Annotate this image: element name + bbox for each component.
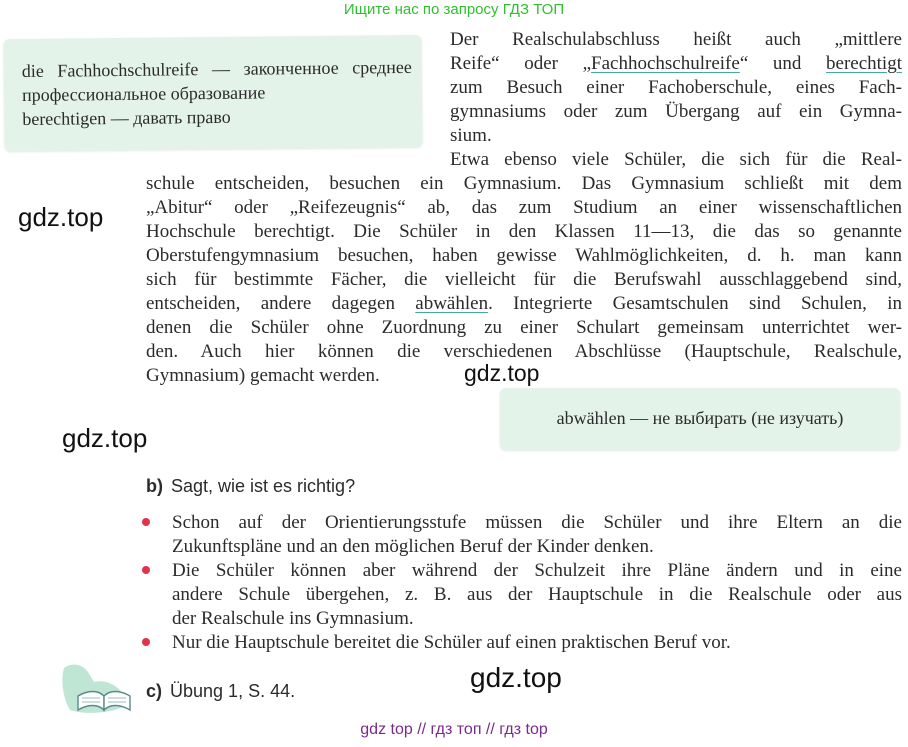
watermark: gdz.top (470, 662, 562, 693)
text-line: denen die Schüler ohne Zuordnung zu einer Schulart gemeinsam unterrichtet wer- (146, 317, 902, 338)
bullet-dot (142, 638, 150, 646)
bullet-dot (142, 518, 150, 526)
text-line: zum Besuch einer Fachoberschule, eines Fach- (450, 77, 902, 98)
paragraph-2 (146, 172, 902, 388)
underlined-term: Fachhochschulreife (591, 53, 740, 74)
list-item: Nur die Hauptschule bereitet die Schüler auf einen praktischen Beruf vor. (172, 632, 731, 653)
text-line: Der Realschulabschluss heißt auch „mittlere (450, 29, 902, 50)
task-label: b) (146, 476, 163, 496)
task-b-heading (146, 476, 355, 497)
watermark: gdz.top (464, 360, 540, 386)
text-line: schule entscheiden, besuchen ein Gymnasium. Das Gymnasium schließt mit dem (146, 173, 902, 194)
paragraph-1 (450, 28, 902, 148)
glossary-term: die Fachhochschulreife (21, 59, 199, 82)
glossary-1-text: die Fachhochschulreife — законченное среднее профессиональное образование berechtigen — давать право (21, 56, 412, 129)
text-line: gymnasiums oder zum Übergang auf ein Gymna- (450, 101, 902, 122)
list-item: Die Schüler können aber während der Schulzeit ihre Pläne ändern und in eine andere Schule übergehen, z. B. aus der Hauptschule in die Realschule oder aus der Realschule ins Gymnasium. (172, 560, 902, 629)
list-item: Schon auf der Orientierungsstufe müssen die Schüler und ihre Eltern an die Zukunftspläne und an den möglichen Beruf der Kinder denken. (172, 512, 902, 557)
text-line: den. Auch hier können die verschiedenen Abschlüsse (Hauptschule, Realschule, (146, 341, 902, 362)
text-line: entscheiden, andere dagegen abwählen. Integrierte Gesamtschulen sind Schulen, in (146, 293, 902, 314)
footer-watermark: gdz top // гдз топ // гдз top (360, 721, 548, 738)
glossary-term: berechtigen (22, 108, 107, 129)
task-c-heading (146, 681, 295, 702)
text-line: Reife“ oder „Fachhochschulreife“ und berechtigt (450, 53, 902, 74)
watermark: gdz.top (62, 423, 148, 453)
text-line: Oberstufengymnasium besuchen, haben gewisse Wahlmöglichkeiten, d. h. man kann (146, 245, 902, 266)
glossary-definition: законченное среднее профессиональное образование (21, 56, 412, 105)
task-text: Sagt, wie ist es richtig? (171, 476, 356, 496)
book-icon (58, 660, 138, 716)
bullet-dot (142, 566, 150, 574)
paragraph-2-first-line (450, 148, 902, 172)
glossary-box-2 (500, 388, 900, 450)
task-text: Übung 1, S. 44. (170, 681, 296, 701)
glossary-2-text: abwählen — не выбирать (не изучать) (556, 408, 844, 428)
top-banner: Ищите нас по запросу ГДЗ ТОП (343, 1, 565, 18)
underlined-term: berechtigt (826, 53, 902, 74)
text-line: „Abitur“ oder „Reifezeugnis“ ab, das zum Studium an einer wissenschaftlichen (146, 197, 902, 218)
text-line: Gymnasium) gemacht werden. (146, 365, 380, 386)
glossary-term: abwählen (556, 408, 626, 428)
task-label: c) (146, 681, 163, 701)
underlined-term: abwählen (415, 293, 489, 314)
watermark: gdz.top (18, 202, 104, 232)
text-line: Etwa ebenso viele Schüler, die sich für die Real- (450, 149, 902, 170)
glossary-definition: давать право (133, 106, 231, 128)
glossary-definition: не выбирать (не изучать) (652, 408, 844, 428)
text-line: Hochschule berechtigt. Die Schüler in den Klassen 11—13, die das so genannte (146, 221, 902, 242)
text-line: sich für bestimmte Fächer, die vielleicht für die Berufswahl ausschlaggebend sind, (146, 269, 902, 290)
text-line: sium. (450, 125, 492, 146)
glossary-box-1 (3, 35, 422, 151)
